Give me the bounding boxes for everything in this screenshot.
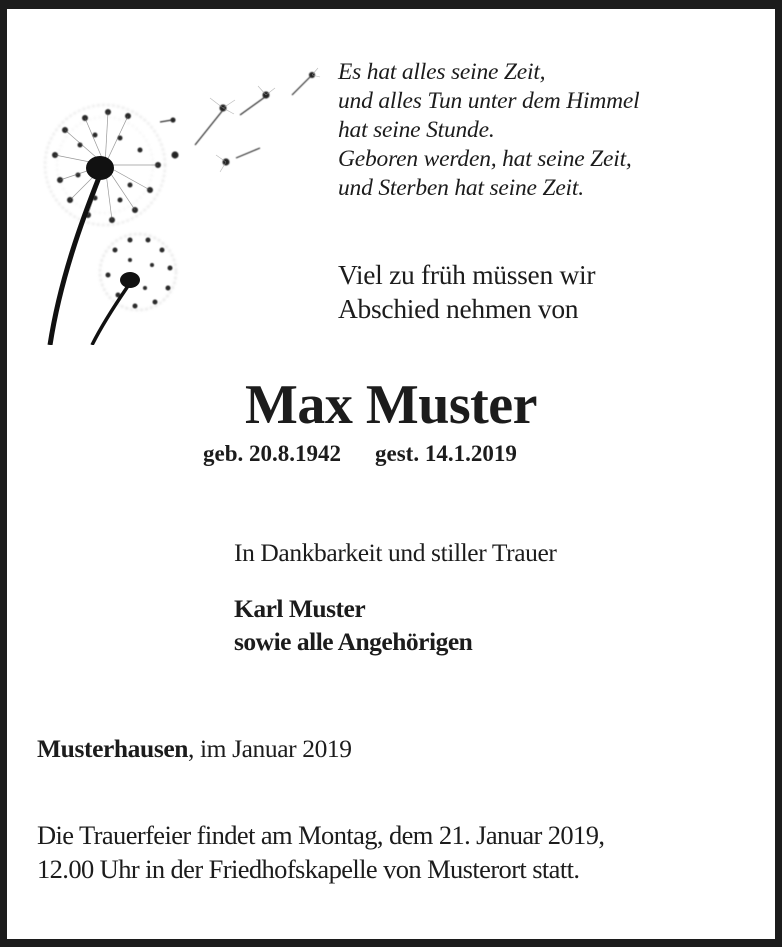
dandelion-illustration-icon (20, 50, 340, 345)
death-date: gest. 14.1.2019 (375, 441, 517, 466)
deceased-name: Max Muster (244, 374, 537, 436)
verse (338, 58, 639, 203)
verse-line: hat seine Stunde. (338, 117, 495, 143)
verse-line: Es hat alles seine Zeit, (338, 59, 546, 85)
mourner-line: sowie alle Angehörigen (234, 627, 473, 656)
place-date-text: , im Januar 2019 (188, 734, 352, 763)
mourners (234, 592, 472, 658)
thanks-line: In Dankbarkeit und stiller Trauer (234, 538, 557, 567)
service-line: 12.00 Uhr in der Friedhofskapelle von Musterort statt. (37, 854, 580, 884)
intro-line: Abschied nehmen von (338, 293, 579, 324)
verse-line: Geboren werden, hat seine Zeit, (338, 146, 632, 172)
place-town: Musterhausen (37, 734, 189, 763)
mourner-line: Karl Muster (234, 594, 366, 623)
birth-date: geb. 20.8.1942 (203, 441, 341, 466)
funeral-service-info (37, 818, 604, 886)
intro-line: Viel zu früh müssen wir (338, 259, 596, 290)
verse-line: und Sterben hat seine Zeit. (338, 175, 584, 201)
service-line: Die Trauerfeier findet am Montag, dem 21. Januar 2019, (37, 820, 605, 850)
life-dates (203, 440, 517, 468)
place-date (37, 732, 352, 766)
verse-line: und alles Tun unter dem Himmel (338, 88, 640, 114)
farewell-intro (338, 258, 595, 326)
